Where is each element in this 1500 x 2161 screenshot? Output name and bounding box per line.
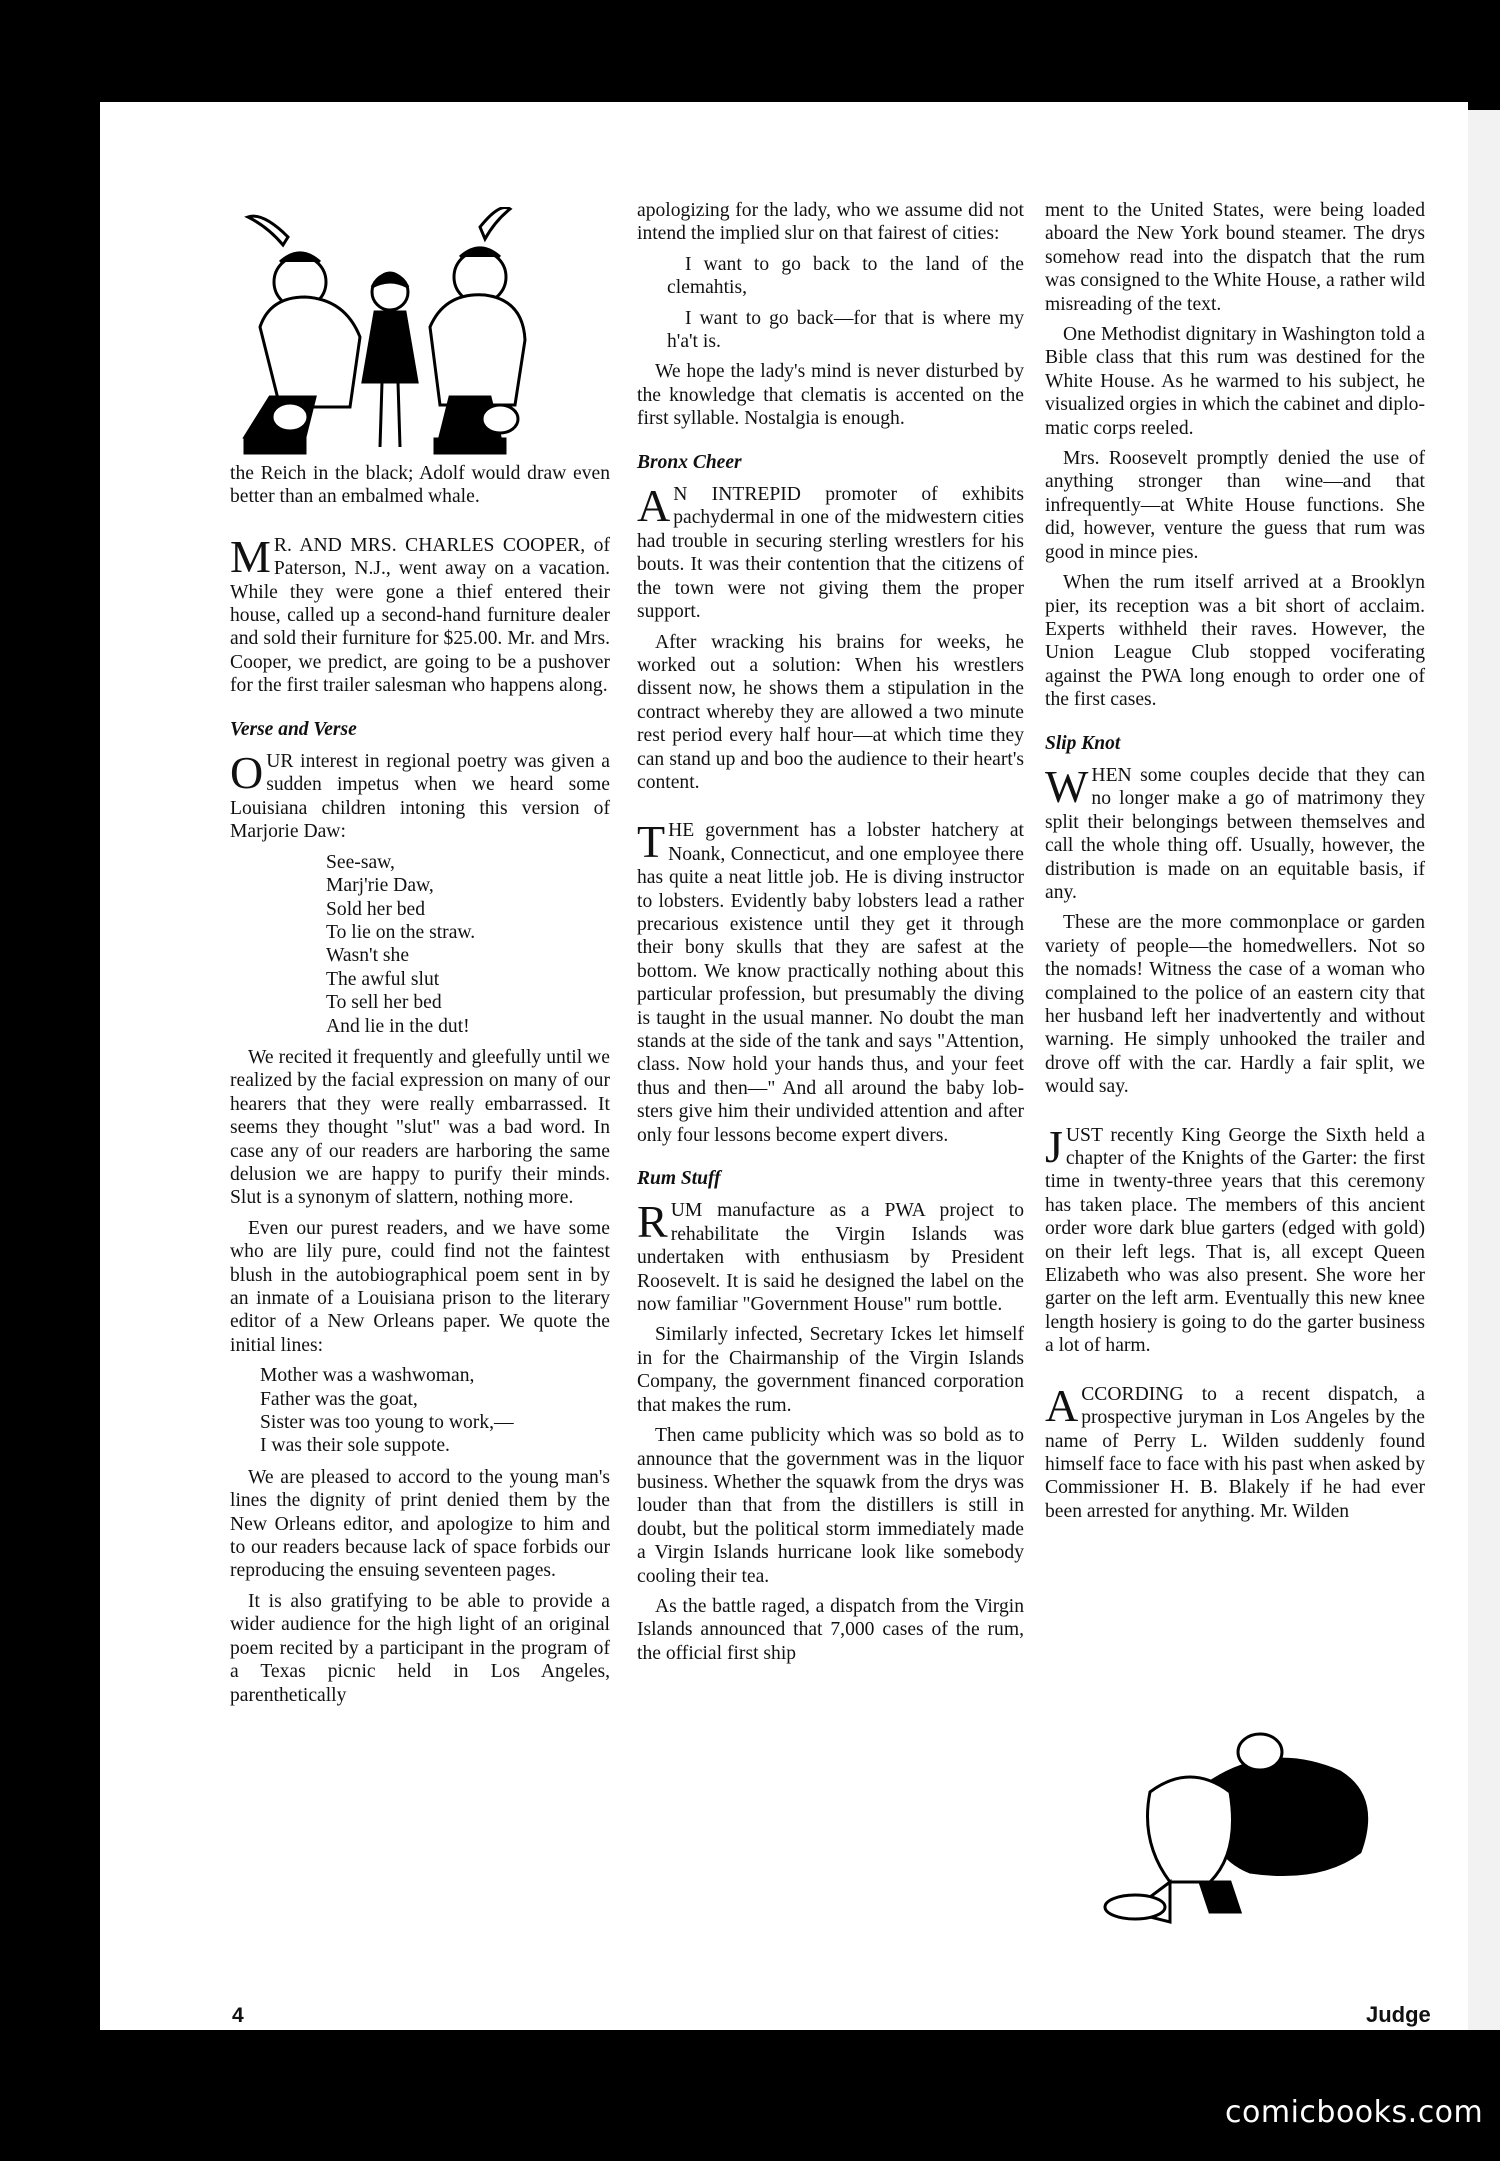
col1-lead: the Reich in the black; Adolf would draw even better than an embalmed whale.	[230, 463, 610, 508]
poem-clematis	[637, 253, 1024, 354]
col3-paragraph: Mrs. Roosevelt promptly denied the use of anything stronger than wine—and that infrequently—at White House functions. She did, however, venture the guess that rum was good in mince pies.	[1045, 448, 1425, 563]
poem-marjorie-daw	[326, 851, 610, 1038]
poem-line: I want to go back—for that is where my h'a't is.	[667, 307, 1024, 353]
drop-cap: T	[637, 816, 666, 868]
col3-lead: ment to the United States, were being loaded aboard the New York bound steamer. The drys somehow read into the dispatch that the rum was consigned to the White House, a rather wild misreading of the text.	[1045, 200, 1425, 315]
masthead-judge: Judge	[1366, 2002, 1431, 2027]
poem-line: I want to go back to the land of the clemahtis,	[667, 253, 1024, 299]
rum-paragraph-1: RUM manufacture as a PWA project to rehabilitate the Virgin Islands was undertaken with enthusiasm by President Roosevelt. It is said he designed the label on the now familiar "Government House" rum bottle.	[637, 1196, 1024, 1316]
rum-paragraph: As the battle raged, a dispatch from the Virgin Islands announced that 7,000 cases of the rum, the official first ship	[637, 1595, 1024, 1664]
watermark: comicbooks.com	[1225, 2095, 1484, 2130]
drop-cap: M	[230, 530, 271, 582]
rum-paragraph: Similarly infected, Secretary Ickes let himself in for the Chairmanship of the Virgin Islands Company, the government financed corporation that makes the rum.	[637, 1324, 1024, 1416]
lobster-paragraph: THE government has a lobster hatchery at Noank, Connecticut, and one employee there has quite a neat little job. He is diving instructor to lobsters. Evidently baby lobsters lead a rather precarious existence until they get it through their bony skulls that they are safest at the bottom. We know practically nothing about this particular profession, but presumably the diving is taught in the usual manner. No doubt the man stands at the side of the tank and says "Attention, class. Now hold your hands thus, and your feet thus and then—" And all around the baby lobsters give him their undivided attention and after only four lessons become expert divers.	[637, 816, 1024, 1146]
column-2	[637, 199, 1024, 1672]
drop-cap: W	[1045, 760, 1089, 812]
drop-cap: R	[637, 1196, 668, 1248]
cartoon-bending-man	[1090, 1722, 1430, 1932]
rum-paragraph: Then came publicity which was so bold as to announce that the government was in the liquor business. Whether the squawk from the drys was louder than that from the distillers is still in doubt, but the political storm immediately made a Virgin Islands hurricane look like somebody cooling their tea.	[637, 1425, 1024, 1587]
poem-line: I was their sole suppote.	[260, 1435, 450, 1457]
poem-line: To lie on the straw.	[326, 921, 476, 943]
col3-paragraph: One Methodist dignitary in Washington told a Bible class that this rum was destined for the White House. As he warmed to his subject, he visualized orgies in which the cabinet and diplomatic corps reeled.	[1045, 324, 1425, 439]
bronx-paragraph-1: A N INTREPID promoter of exhibits pachydermal in one of the midwestern cities had trouble in securing sterling wrestlers for his bouts. It was their contention that the citizens of the town were not giving them the proper support.	[637, 480, 1024, 623]
col3-paragraph: When the rum itself arrived at a Brooklyn pier, its reception was a bit short of acclaim. Experts withheld their raves. However, the Union League Club stopped vociferating against the PWA long enough to order one of the first cases.	[1045, 572, 1425, 711]
section-heading-verse: Verse and Verse	[230, 718, 357, 740]
poem-line: See-saw,	[326, 851, 395, 873]
col2-paragraph: We hope the lady's mind is never disturbed by the knowledge that clematis is accented on the first syllable. Nostalgia is enough.	[637, 361, 1024, 430]
poem-line: Sold her bed	[326, 898, 426, 920]
poem-line: Sister was too young to work,—	[260, 1412, 514, 1434]
col1-paragraph: We recited it frequently and gleefully until we realized by the facial expression on many of our hearers that they were really embarrassed. It seems they thought "slut" was a bad word. In case any of our readers are harboring the same delusion we are happy to purify their minds. Slut is a synonym of slattern, nothing more.	[230, 1046, 610, 1209]
poem-washwoman	[260, 1364, 610, 1458]
col1-paragraph: Even our purest readers, and we have some who are lily pure, could find not the faintest blush in the autobiographical poem sent in by an inmate of a Louisiana prison to the literary editor of a New Orleans paper. We quote the initial lines:	[230, 1217, 610, 1356]
cooper-paragraph: M R. AND MRS. CHARLES COOPER, of Paterson, N.J., went away on a vacation. While they were gone a thief entered their house, called up a second-hand furniture dealer and sold their furniture for $25.00. Mr. and Mrs. Cooper, we predict, are going to be a pushover for the first trailer salesman who happens along.	[230, 530, 610, 697]
drop-cap: A	[1045, 1379, 1079, 1431]
bronx-paragraph-2: After wracking his brains for weeks, he worked out a solution: When his wrestlers dissent now, he shows them a stipulation in the contract whereby they are allowed a two minute rest period every half hour—at which time they can stand up and boo the audience to their heart's content.	[637, 631, 1024, 793]
poem-line: And lie in the dut!	[326, 1015, 470, 1037]
col1-paragraph: We are pleased to accord to the young man's lines the dignity of print denied them by the New Orleans editor, and apologize to him and to our readers because lack of space forbids our reproducing the ensuing seventeen pages.	[230, 1466, 610, 1582]
poem-line: Father was the goat,	[260, 1388, 418, 1410]
column-1	[230, 462, 610, 1714]
garter-paragraph: JUST recently King George the Sixth held a chapter of the Knights of the Garter: the first time in twenty-three years that this ceremony has taken place. The members of this ancient order wore dark blue garters (edged with gold) on their left legs. That is, all except Queen Elizabeth who was also present. She wore her garter on the left arm. Eventually this new knee length hosiery is going to do the garter business a lot of harm.	[1045, 1120, 1425, 1357]
col1-paragraph: It is also gratifying to be able to provide a wider audience for the high light of an original poem recited by a participant in the program of a Texas picnic held in Los Angeles, parenthetically	[230, 1590, 610, 1706]
poem-line: To sell her bed	[326, 992, 442, 1014]
poem-line: The awful slut	[326, 968, 440, 990]
poem-line: Wasn't she	[326, 945, 410, 967]
poem-line: Marj'rie Daw,	[326, 875, 434, 897]
page-number: 4	[232, 2004, 244, 2027]
section-heading-bronx: Bronx Cheer	[637, 451, 742, 473]
drop-cap: J	[1045, 1120, 1063, 1172]
section-heading-slip-knot: Slip Knot	[1045, 732, 1121, 754]
drop-cap: O	[230, 747, 264, 799]
col2-lead: apologizing for the lady, who we assume did not intend the implied slur on that fairest of cities:	[637, 200, 1024, 245]
magazine-page	[100, 102, 1468, 2030]
slip-paragraph-2: These are the more commonplace or garden variety of people—the homedwellers. Not so the nomads! Witness the case of a woman who complained to the police of an eastern city that her husband left her inadvertently and without warning. He simply unhooked the trailer and drove off with the car. Hardly a fair split, we would say.	[1045, 912, 1425, 1098]
verse-paragraph-1: OUR interest in regional poetry was given a sudden impetus when we heard some Louisiana children intoning this version of Marjorie Daw:	[230, 747, 610, 843]
section-heading-rum: Rum Stuff	[637, 1168, 721, 1190]
poem-line: Mother was a washwoman,	[260, 1365, 475, 1387]
juror-paragraph: ACCORDING to a recent dispatch, a prospective juryman in Los Angeles by the name of Perry L. Wilden suddenly found himself face to face with his past when asked by Commissioner H. B. Blakely if he had ever been arrested for anything. Mr. Wilden	[1045, 1379, 1425, 1522]
column-3	[1045, 199, 1425, 1530]
slip-paragraph-1: WHEN some couples decide that they can no longer make a go of matrimony they split their belongings between themselves and call the whole thing off. Usually, however, the distribution is made on an equitable basis, if any.	[1045, 760, 1425, 903]
cartoon-three-figures	[230, 207, 560, 477]
drop-cap: A	[637, 480, 671, 532]
